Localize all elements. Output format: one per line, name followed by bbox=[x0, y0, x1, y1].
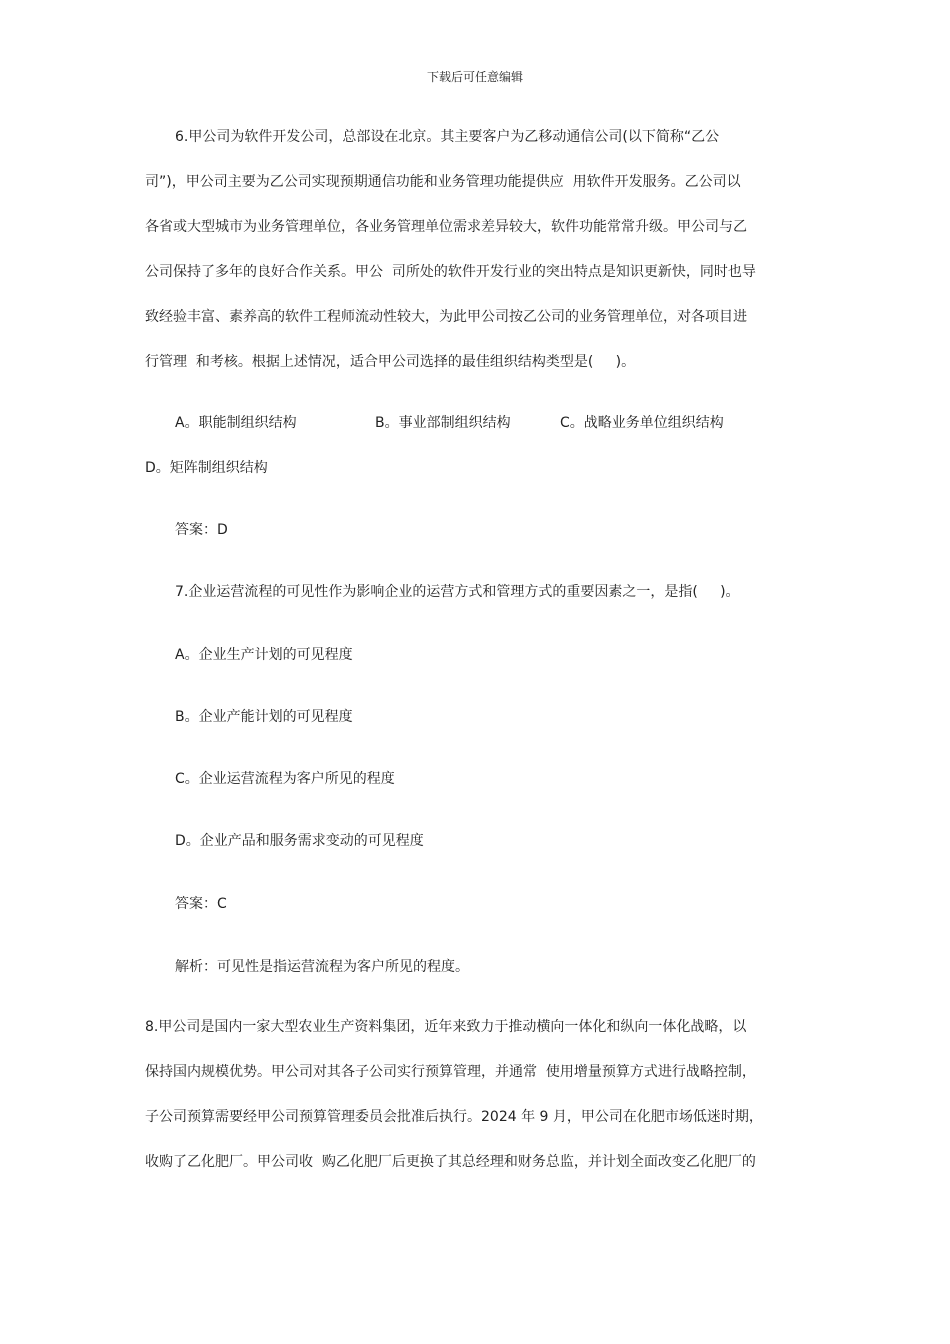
option-c: C。企业运营流程为客户所见的程度 bbox=[175, 771, 395, 787]
question-6-line: 行管理 和考核。根据上述情况，适合甲公司选择的最佳组织结构类型是( )。 bbox=[145, 354, 636, 370]
question-6-line: 致经验丰富、素养高的软件工程师流动性较大，为此甲公司按乙公司的业务管理单位，对各项目进 bbox=[145, 309, 747, 325]
question-6-line: 公司保持了多年的良好合作关系。甲公 司所处的软件开发行业的突出特点是知识更新快，同时也导 bbox=[145, 264, 756, 280]
question-6-line: 6.甲公司为软件开发公司，总部设在北京。其主要客户为乙移动通信公司(以下简称“乙公 bbox=[175, 129, 720, 145]
question-6-line: 各省或大型城市为业务管理单位，各业务管理单位需求差异较大，软件功能常常升级。甲公司与乙 bbox=[145, 219, 747, 235]
analysis: 解析：可见性是指运营流程为客户所见的程度。 bbox=[175, 959, 469, 975]
question-6-line: 司”)，甲公司主要为乙公司实现预期通信功能和业务管理功能提供应 用软件开发服务。乙公司以 bbox=[145, 174, 741, 190]
question-8-line: 收购了乙化肥厂。甲公司收 购乙化肥厂后更换了其总经理和财务总监，并计划全面改变乙化肥厂的 bbox=[145, 1154, 756, 1170]
option-b: B。事业部制组织结构 bbox=[375, 415, 511, 431]
option-d: D。企业产品和服务需求变动的可见程度 bbox=[175, 833, 424, 849]
option-a: A。企业生产计划的可见程度 bbox=[175, 647, 353, 663]
answer: 答案：C bbox=[175, 896, 227, 912]
option-a: A。职能制组织结构 bbox=[175, 415, 297, 431]
answer: 答案：D bbox=[175, 522, 228, 538]
option-b: B。企业产能计划的可见程度 bbox=[175, 709, 353, 725]
option-c: C。战略业务单位组织结构 bbox=[560, 415, 724, 431]
question-8-line: 保持国内规模优势。甲公司对其各子公司实行预算管理，并通常 使用增量预算方式进行战略控制， bbox=[145, 1064, 756, 1080]
question-8-line: 子公司预算需要经甲公司预算管理委员会批准后执行。2024 年 9 月，甲公司在化肥市场低迷时期， bbox=[145, 1109, 763, 1125]
question-7-text: 7.企业运营流程的可见性作为影响企业的运营方式和管理方式的重要因素之一，是指( )。 bbox=[175, 584, 740, 600]
page-header: 下载后可任意编辑 bbox=[426, 70, 523, 84]
question-8-line: 8.甲公司是国内一家大型农业生产资料集团，近年来致力于推动横向一体化和纵向一体化战略，以 bbox=[145, 1019, 747, 1035]
option-d: D。矩阵制组织结构 bbox=[145, 460, 268, 476]
